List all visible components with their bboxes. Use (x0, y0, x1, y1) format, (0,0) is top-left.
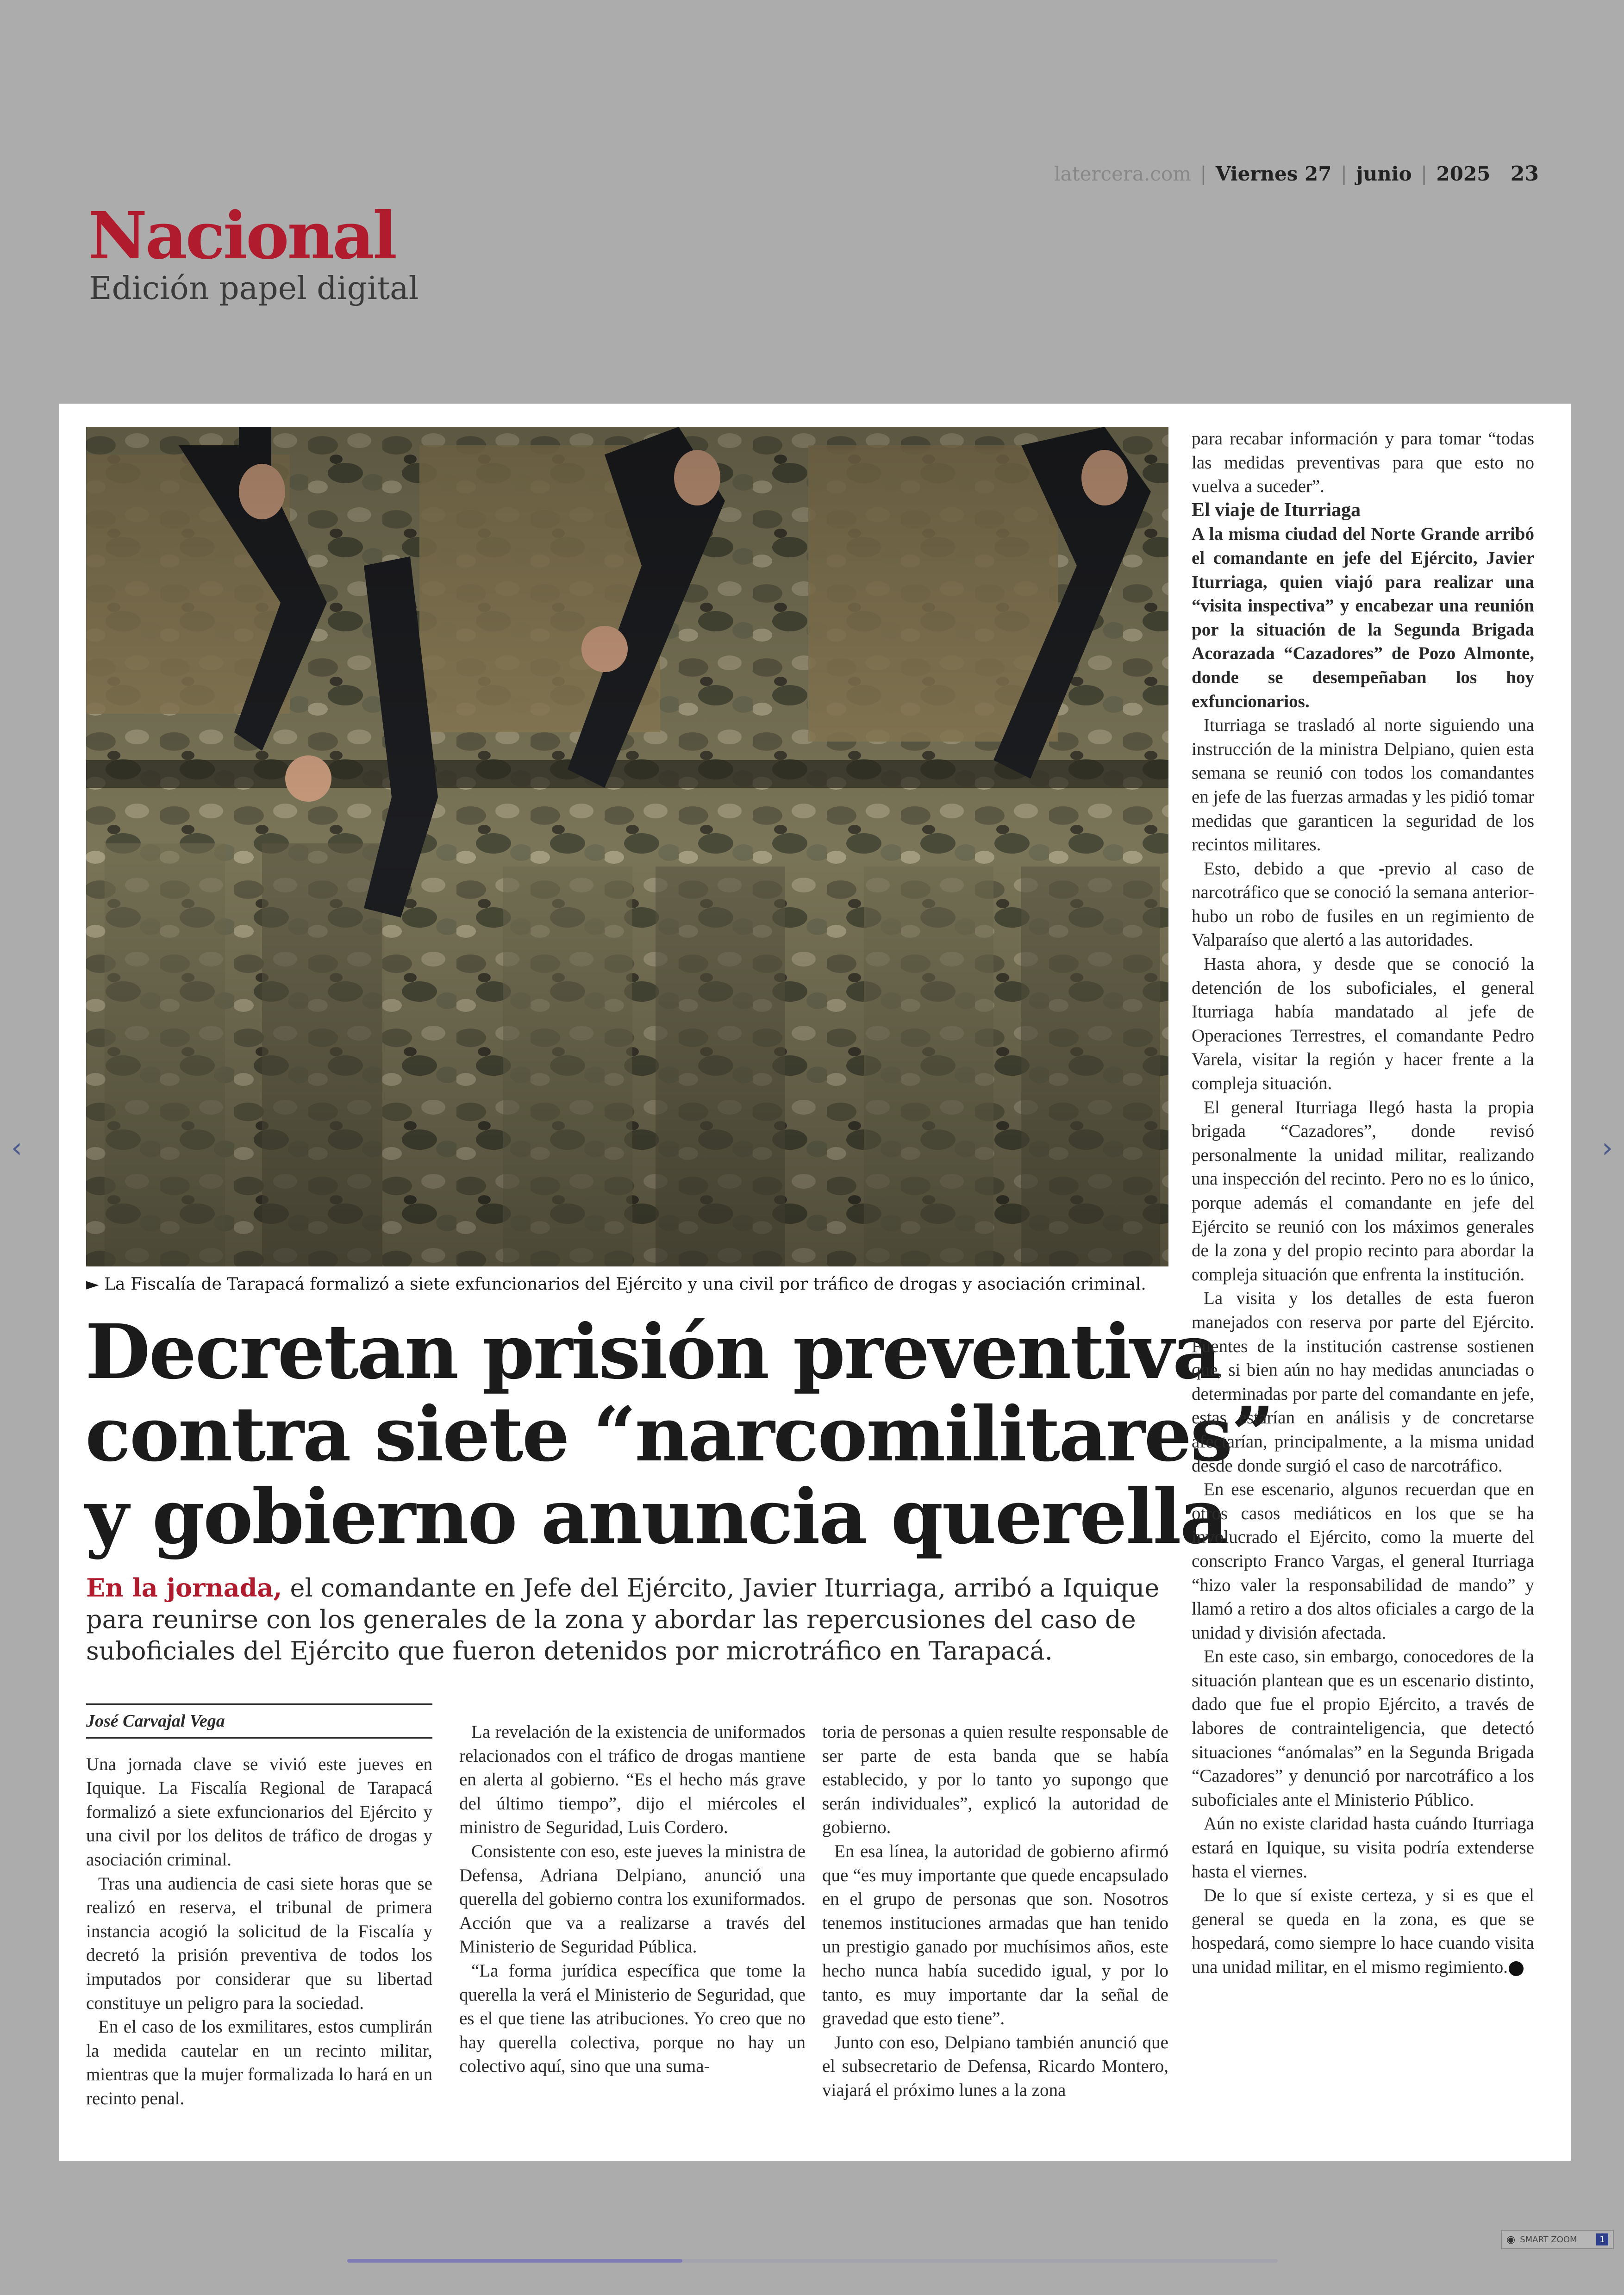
bold-paragraph: A la misma ciudad del Norte Grande arribó el comandante en jefe del Ejército, Javier Iturriaga, quien viajó para realizar una “visita inspectiva” y encabezar una reunión por la situación de la Segunda Brigada Acorazada “Cazadores” de Pozo Almonte, donde se desempeñaban los hoy exfuncionarios. (1192, 524, 1534, 711)
paragraph: Tras una audiencia de casi siete horas que se realizó en reserva, el tribunal de primera instancia acogió la solicitud de la Fiscalía y decretó la prisión preventiva de todos los imputados por considerar que su libertad constituye un peligro para la sociedad. (86, 1873, 432, 2013)
paragraph-last (1192, 1883, 1534, 1979)
page-progress-fill (347, 2259, 682, 2263)
paragraph: “La forma jurídica específica que tome la querella la verá el Ministerio de Seguridad, que es el que tiene las atribuciones. Yo creo que no hay querella colectiva, porque no hay un colectivo aquí, sino que una suma- (459, 1960, 806, 2077)
article-column-1 (86, 1703, 432, 2111)
next-page-button[interactable]: › (1602, 1132, 1613, 1164)
smart-zoom-label: SMART ZOOM (1520, 2234, 1577, 2245)
paragraph: La visita y los detalles de esta fueron manejados con reserva por parte del Ejército. Fuentes de la institución castrense sostienen que, si bien aún no hay medidas anunciadas o determinadas por parte del comandante en jefe, estas estarían en análisis y de concretarse afectarían, principalmente, a la misma unidad desde donde surgió el caso de narcotráfico. (1192, 1288, 1534, 1476)
eye-icon: ◉ (1506, 2233, 1516, 2245)
deck-kicker: En la jornada, (86, 1573, 282, 1603)
photo-caption: ► La Fiscalía de Tarapacá formalizó a siete exfuncionarios del Ejército y una civil por tráfico de drogas y asociación criminal. (86, 1275, 1146, 1294)
deck-text: el comandante en Jefe del Ejército, Javier Iturriaga, arribó a Iquique para reunirse con los generales de la zona y abordar las repercusiones del caso de suboficiales del Ejército que fueron detenidos por microtráfico en Tarapacá. (86, 1573, 1160, 1665)
headline-line: y gobierno anuncia querella (85, 1473, 1227, 1561)
paragraph: En esa línea, la autoridad de gobierno afirmó que “es muy importante que quede encapsulado en el grupo de personas que son. Nosotros tenemos instituciones armadas que han tenido un prestigio ganado por muchísimos años, este hecho nunca había sucedido igual, y por lo tanto, es muy importante dar la señal de gravedad que esto tiene”. (822, 1841, 1168, 2029)
soldiers-photo (86, 427, 1168, 1266)
byline: José Carvajal Vega (86, 1703, 432, 1739)
paragraph: Esto, debido a que -previo al caso de narcotráfico que se conoció la semana anterior- hubo un robo de fusiles en un regimiento de Valparaíso que alertó a las autoridades. (1192, 858, 1534, 950)
paragraph-text: De lo que sí existe certeza, y si es que el general se queda en la zona, es que se hospedará, como siempre lo hace cuando visita una unidad militar, en el mismo regimiento. (1192, 1885, 1534, 1977)
paragraph: El general Iturriaga llegó hasta la propia brigada “Cazadores”, donde revisó personalmente la unidad militar, realizando una inspección del recinto. Pero no es lo único, porque además el comandante en jefe del Ejército se reunió con los máximos generales de la zona y del propio recinto para abordar la compleja situación que enfrenta la institución. (1192, 1097, 1534, 1285)
paragraph: En el caso de los exmilitares, estos cumplirán la medida cautelar en un recinto militar, mientras que la mujer formalizada lo hará en un recinto penal. (86, 2017, 432, 2108)
headline-line: Decretan prisión preventiva (85, 1308, 1220, 1396)
paragraph: Junto con eso, Delpiano también anunció que el subsecretario de Defensa, Ricardo Montero, viajará el próximo lunes a la zona (822, 2032, 1168, 2100)
paragraph: En este caso, sin embargo, conocedores de la situación plantean que es un escenario distinto, dado que fue el propio Ejército, a través de labores de contrainteligencia, que detectó situaciones “anómalas” en la Segunda Brigada “Cazadores” y denunció por narcotráfico a los suboficiales ante el Ministerio Público. (1192, 1646, 1534, 1810)
section-title: Nacional (88, 198, 396, 274)
headline (85, 1308, 1273, 1561)
site-name: latercera.com (1054, 162, 1191, 185)
paragraph: En ese escenario, algunos recuerdan que en otros casos mediáticos en los que se ha involucrado el Ejército, como la muerte del conscripto Franco Vargas, el general Iturriaga “hizo valer la responsabilidad de mando” y llamó a retiro a dos altos oficiales a cargo de la unidad y división afectada. (1192, 1479, 1534, 1643)
paragraph: Iturriaga se trasladó al norte siguiendo una instrucción de la ministra Delpiano, quien esta semana se reunió con todos los comandantes en jefe de las fuerzas armadas y les pidió tomar medidas que garanticen la seguridad de los recintos militares. (1192, 715, 1534, 855)
article-column-4 (1192, 427, 1534, 1979)
paragraph: Consistente con eso, este jueves la ministra de Defensa, Adriana Delpiano, anunció una querella del gobierno contra los exuniformados. Acción que va a realizarse a través del Ministerio de Seguridad Pública. (459, 1841, 806, 1957)
headline-line: contra siete “narcomilitares” (85, 1391, 1273, 1478)
paragraph: para recabar información y para tomar “todas las medidas preventivas para que esto no vuelva a suceder”. (1192, 429, 1534, 497)
article-column-2 (459, 1720, 806, 2078)
smart-zoom-button[interactable] (1501, 2230, 1614, 2249)
section-subtitle: Edición papel digital (89, 270, 419, 307)
date-year: 2025 (1436, 162, 1491, 185)
paragraph: Una jornada clave se vivió este jueves en Iquique. La Fiscalía Regional de Tarapacá formalizó a siete exfuncionarios del Ejército y una civil por los delitos de tráfico de drogas y asociación criminal. (86, 1754, 432, 1870)
paragraph: La revelación de la existencia de uniformados relacionados con el tráfico de drogas mantiene en alerta al gobierno. “Es el hecho más grave del último tiempo”, dijo el miércoles el ministro de Seguridad, Luis Cordero. (459, 1722, 806, 1838)
subhead: El viaje de Iturriaga (1192, 499, 1361, 521)
previous-page-button[interactable]: ‹ (11, 1132, 22, 1164)
page-number: 23 (1510, 162, 1539, 186)
paragraph: Hasta ahora, y desde que se conoció la detención de los suboficiales, el general Iturriaga había mandatado al jefe de Operaciones Terrestres, el comandante Pedro Varela, visitar la región y hacer frente a la compleja situación. (1192, 954, 1534, 1094)
smart-zoom-badge: 1 (1596, 2233, 1608, 2245)
page-info: latercera.com | Viernes 27 | junio | 2025 23 (1054, 162, 1539, 186)
article-column-3 (822, 1720, 1168, 2102)
date-day: Viernes 27 (1215, 162, 1332, 185)
end-mark-icon (1509, 1961, 1524, 1976)
page-progress-bar[interactable] (347, 2259, 1278, 2263)
newspaper-page (59, 404, 1571, 2161)
date-month: junio (1356, 162, 1412, 185)
deck (86, 1572, 1160, 1667)
paragraph: toria de personas a quien resulte responsable de ser parte de esta banda que se había establecido, y por lo tanto yo supongo que serán individuales”, explicó la autoridad de gobierno. (822, 1722, 1168, 1838)
paragraph: Aún no existe claridad hasta cuándo Iturriaga estará en Iquique, su visita podría extenderse hasta el viernes. (1192, 1814, 1534, 1882)
